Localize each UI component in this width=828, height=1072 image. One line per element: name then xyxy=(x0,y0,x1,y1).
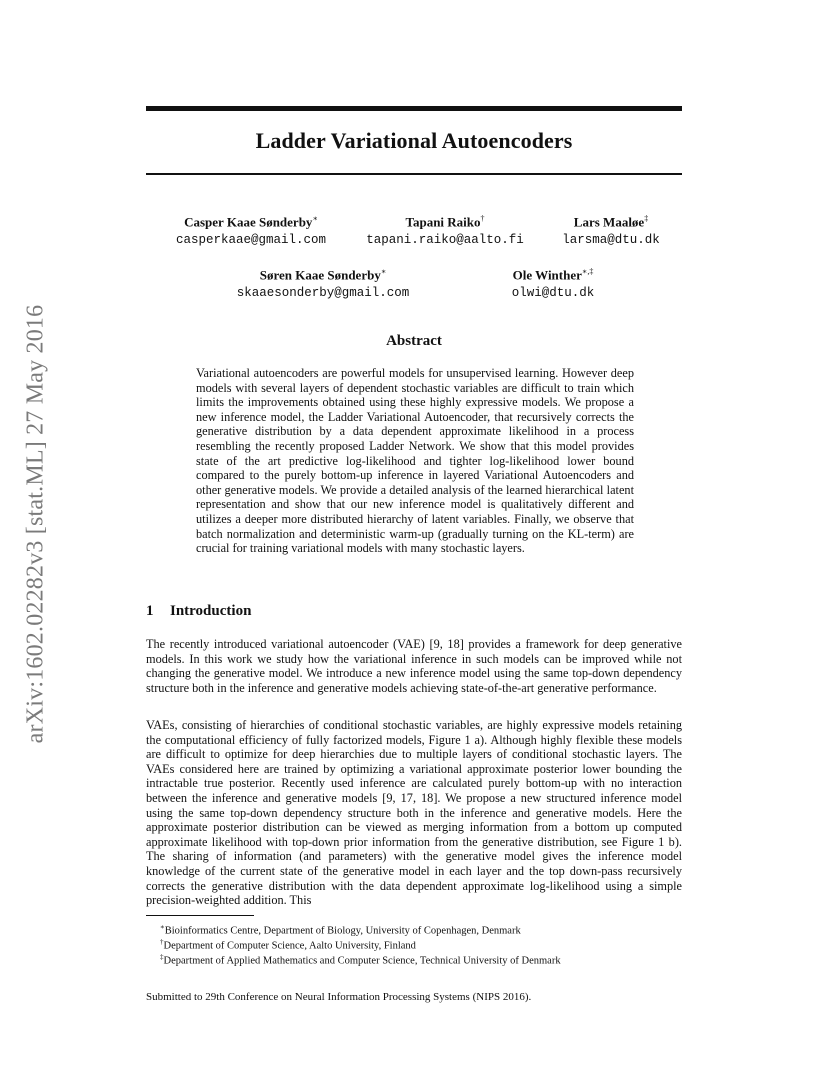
abstract-text: Variational autoencoders are powerful models for unsupervised learning. However deep models with several layers of dependent stochastic variables are difficult to train which limits the improvements obtained using these highly expressive models. We propose a new inference model, the Ladder Variational Autoencoder, that recursively corrects the generative distribution by a data dependent approximate likelihood in a process resembling the recently proposed Ladder Network. We show that this model provides state of the art predictive log-likelihood and tighter log-likelihood lower bound compared to the purely bottom-up inference in layered Variational Autoencoders and other generative models. We provide a detailed analysis of the learned hierarchical latent representation and show that our new inference model is qualitatively different and utilizes a deeper more distributed hierarchy of latent variables. Finally, we observe that batch normalization and deterministic warm-up (gradually turning on the KL-term) are crucial for training variational models with many stochastic layers. xyxy=(196,366,634,556)
author-name: Lars Maaløe‡ xyxy=(573,214,649,230)
author-name: Casper Kaae Sønderby∗ xyxy=(184,214,318,230)
author-name: Tapani Raiko† xyxy=(405,214,485,230)
footnote: †Department of Computer Science, Aalto University, Finland xyxy=(160,938,416,952)
author-block xyxy=(220,263,426,302)
author-email[interactable]: casperkaae@gmail.com xyxy=(175,233,327,248)
paper-title: Ladder Variational Autoencoders xyxy=(255,128,573,153)
author-block xyxy=(160,210,342,249)
footnote-rule xyxy=(146,915,254,916)
abstract-heading: Abstract xyxy=(386,333,442,349)
footnote: ∗Bioinformatics Centre, Department of Biology, University of Copenhagen, Denmark xyxy=(160,923,521,937)
author-name: Søren Kaae Sønderby∗ xyxy=(259,267,387,283)
section-heading-introduction xyxy=(146,603,251,620)
section-title: Introduction xyxy=(170,603,252,619)
author-block xyxy=(350,210,540,249)
author-email[interactable]: olwi@dtu.dk xyxy=(511,286,595,301)
submission-note: Submitted to 29th Conference on Neural Information Processing Systems (NIPS 2016). xyxy=(146,991,532,1003)
title-bottom-rule xyxy=(146,173,682,175)
arxiv-sidebar-stamp: arXiv:1602.02282v3 [stat.ML] 27 May 2016 xyxy=(22,304,49,744)
author-email[interactable]: tapani.raiko@aalto.fi xyxy=(366,233,524,248)
intro-paragraph: The recently introduced variational autoencoder (VAE) [9, 18] provides a framework for deep generative models. In this work we study how the variational inference in such models can be improved while not changing the generative model. We introduce a new inference model using the same top-down dependency structure both in the inference and generative models achieving state-of-the-art generative performance. xyxy=(146,637,682,695)
author-email[interactable]: larsma@dtu.dk xyxy=(562,233,660,248)
author-block xyxy=(548,210,674,249)
title-top-rule xyxy=(146,106,682,111)
author-block xyxy=(490,263,616,302)
author-email[interactable]: skaaesonderby@gmail.com xyxy=(236,286,410,301)
footnote: ‡Department of Applied Mathematics and Computer Science, Technical University of Denmark xyxy=(160,953,561,967)
section-number: 1 xyxy=(146,603,154,619)
intro-paragraph: VAEs, consisting of hierarchies of conditional stochastic variables, are highly expressive models retaining the computational efficiency of fully factorized models, Figure 1 a). Although highly flexible these models are difficult to optimize for deep hierarchies due to multiple layers of conditional stochastic layers. The VAEs considered here are trained by optimizing a variational approximate posterior lower bounding the intractable true posterior. Recently used inference are calculated purely bottom-up with no interaction between the inference and generative models [9, 17, 18]. We propose a new structured inference model using the same top-down dependency structure both in the inference and generative models. Here the approximate posterior distribution can be viewed as merging information from a bottom up computed approximate likelihood with top-down prior information from the generative distribution, see Figure 1 b). The sharing of information (and parameters) with the generative model gives the inference model knowledge of the current state of the generative model in each layer and the top down-pass recursively corrects the generative distribution with the data dependent approximate log-likelihood using a simple precision-weighted addition. This xyxy=(146,718,682,908)
author-name: Ole Winther∗,‡ xyxy=(512,267,594,283)
